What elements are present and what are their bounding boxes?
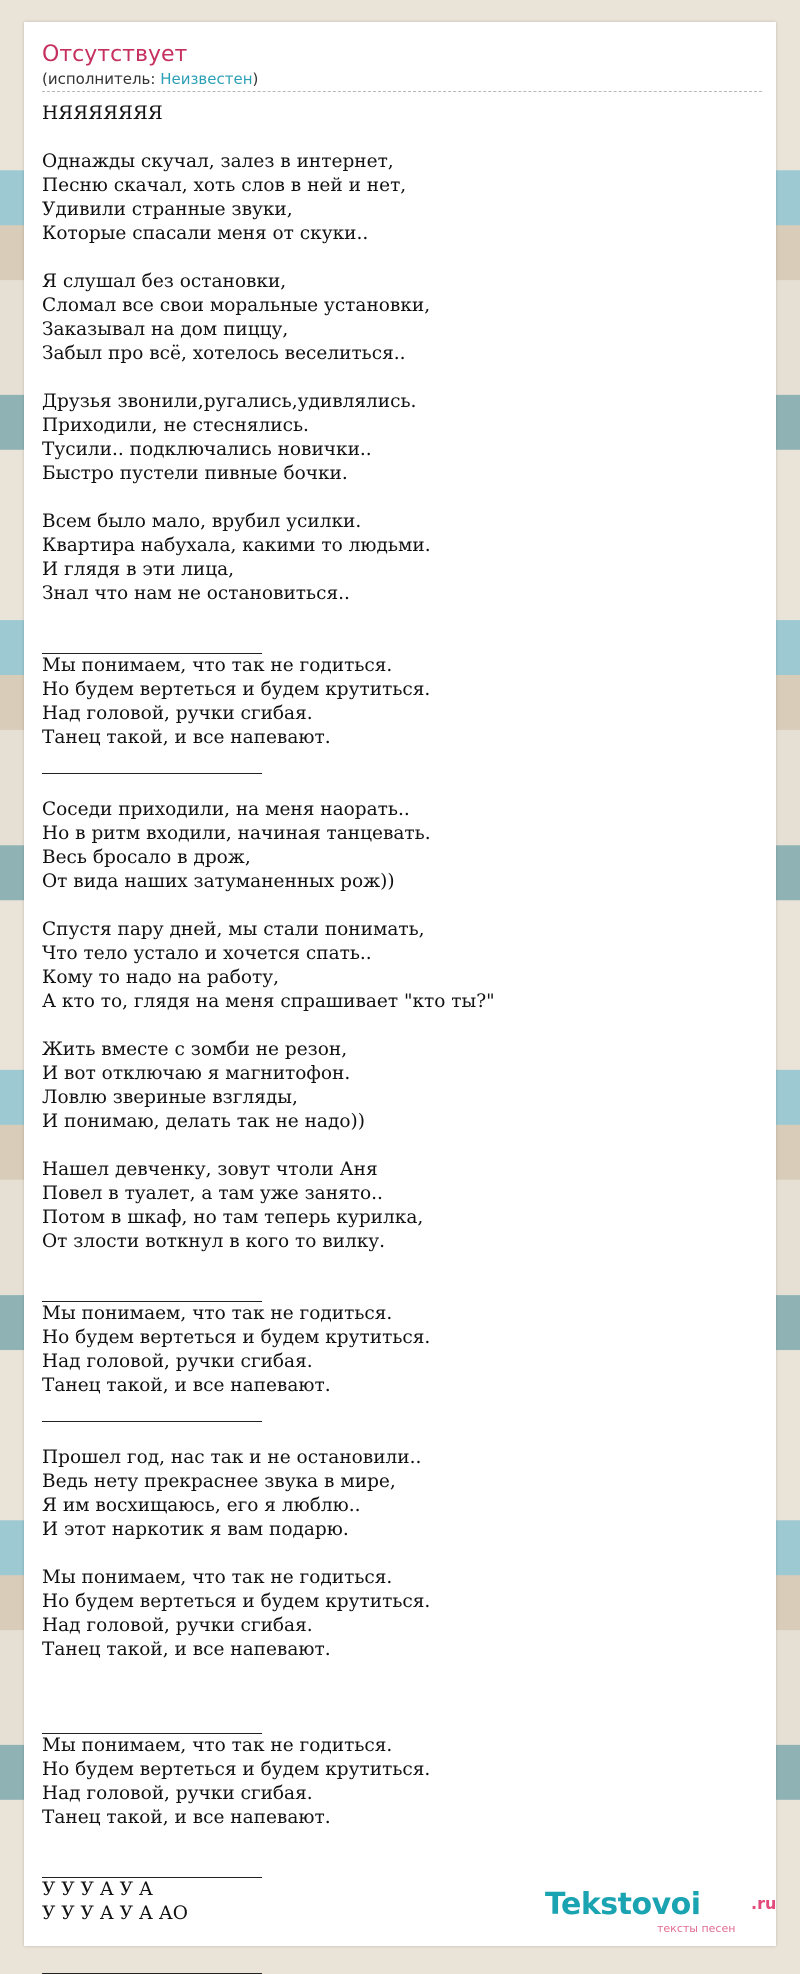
lyric-line: Ловлю звериные взгляды, bbox=[42, 1087, 298, 1108]
lyric-line: Однажды скучал, залез в интернет, bbox=[42, 151, 394, 172]
lyric-line: От вида наших затуманенных рож)) bbox=[42, 871, 395, 892]
lyric-line: Над головой, ручки сгибая. bbox=[42, 1351, 313, 1372]
stanza-gap bbox=[42, 366, 758, 390]
lyric-line: Мы понимаем, что так не годиться. bbox=[42, 1735, 393, 1756]
stanza-gap bbox=[42, 1830, 758, 1854]
logo-wordmark: Tekstovoi bbox=[545, 1887, 701, 1922]
lyric-line: У У У А У А АО bbox=[42, 1903, 188, 1924]
stanza-gap bbox=[42, 1686, 758, 1710]
stanza-gap bbox=[42, 486, 758, 510]
logo-domain: .ru bbox=[751, 1894, 777, 1913]
section-divider bbox=[42, 1854, 262, 1878]
lyric-line: И глядя в эти лица, bbox=[42, 559, 235, 580]
stanza-gap bbox=[42, 1014, 758, 1038]
lyric-line: Я слушал без остановки, bbox=[42, 271, 287, 292]
lyric-line: И этот наркотик я вам подарю. bbox=[42, 1519, 349, 1540]
section-divider bbox=[42, 630, 262, 654]
lyric-line: Весь бросало в дрож, bbox=[42, 847, 251, 868]
stanza-gap bbox=[42, 1422, 758, 1446]
lyric-line: Танец такой, и все напевают. bbox=[42, 1375, 331, 1396]
lyric-line: И вот отключаю я магнитофон. bbox=[42, 1063, 351, 1084]
lyrics-card bbox=[24, 22, 776, 1946]
lyric-line: Нашел девченку, зовут чтоли Аня bbox=[42, 1159, 378, 1180]
lyric-line: Мы понимаем, что так не годиться. bbox=[42, 655, 393, 676]
stanza-gap bbox=[42, 774, 758, 798]
lyric-line: Но будем вертеться и будем крутиться. bbox=[42, 1591, 431, 1612]
lyric-line: Прошел год, нас так и не остановили.. bbox=[42, 1447, 422, 1468]
artist-link[interactable]: Неизвестен bbox=[160, 70, 253, 88]
section-divider bbox=[42, 1398, 262, 1422]
lyric-line: Мы понимаем, что так не годиться. bbox=[42, 1303, 393, 1324]
lyric-line: Танец такой, и все напевают. bbox=[42, 1639, 331, 1660]
stanza-gap bbox=[42, 894, 758, 918]
stanza-gap bbox=[42, 1542, 758, 1566]
lyric-line: Быстро пустели пивные бочки. bbox=[42, 463, 348, 484]
artist-suffix: ) bbox=[252, 70, 259, 88]
lyric-line: Но будем вертеться и будем крутиться. bbox=[42, 1759, 431, 1780]
section-divider bbox=[42, 1950, 262, 1974]
lyric-line: НЯЯЯЯЯЯЯ bbox=[42, 103, 163, 124]
lyric-line: Но будем вертеться и будем крутиться. bbox=[42, 1327, 431, 1348]
lyric-line: А кто то, глядя на меня спрашивает "кто ты?" bbox=[42, 991, 495, 1012]
section-divider bbox=[42, 1710, 262, 1734]
lyrics-text bbox=[42, 102, 758, 1974]
lyric-line: Что тело устало и хочется спать.. bbox=[42, 943, 372, 964]
song-title: Отсутствует bbox=[42, 42, 188, 67]
lyric-line: Жить вместе с зомби не резон, bbox=[42, 1039, 348, 1060]
lyric-line: Спустя пару дней, мы стали понимать, bbox=[42, 919, 425, 940]
lyric-line: Соседи приходили, на меня наорать.. bbox=[42, 799, 410, 820]
lyric-line: Кому то надо на работу, bbox=[42, 967, 280, 988]
lyric-line: Мы понимаем, что так не годиться. bbox=[42, 1567, 393, 1588]
section-divider bbox=[42, 1278, 262, 1302]
logo-tagline: тексты песен bbox=[657, 1922, 736, 1935]
stanza-gap bbox=[42, 1254, 758, 1278]
lyric-line: Знал что нам не остановиться.. bbox=[42, 583, 350, 604]
lyric-line: Повел в туалет, а там уже занято.. bbox=[42, 1183, 383, 1204]
lyric-line: От злости воткнул в кого то вилку. bbox=[42, 1231, 386, 1252]
lyric-line: Сломал все свои моральные установки, bbox=[42, 295, 431, 316]
lyric-line: Над головой, ручки сгибая. bbox=[42, 1615, 313, 1636]
lyric-line: Я им восхищаюсь, его я люблю.. bbox=[42, 1495, 361, 1516]
stanza-gap bbox=[42, 126, 758, 150]
lyric-line: Ведь нету прекраснее звука в мире, bbox=[42, 1471, 396, 1492]
lyric-line: Потом в шкаф, но там теперь курилка, bbox=[42, 1207, 424, 1228]
lyric-line: Танец такой, и все напевают. bbox=[42, 1807, 331, 1828]
lyric-line: Над головой, ручки сгибая. bbox=[42, 1783, 313, 1804]
lyric-line: Над головой, ручки сгибая. bbox=[42, 703, 313, 724]
lyric-line: Которые спасали меня от скуки.. bbox=[42, 223, 369, 244]
stanza-gap bbox=[42, 606, 758, 630]
lyric-line: Заказывал на дом пиццу, bbox=[42, 319, 289, 340]
lyric-line: Квартира набухала, какими то людьми. bbox=[42, 535, 431, 556]
lyric-line: У У У А У А bbox=[42, 1879, 153, 1900]
lyric-line: Песню скачал, хоть слов в ней и нет, bbox=[42, 175, 407, 196]
stanza-gap bbox=[42, 246, 758, 270]
stanza-gap bbox=[42, 1134, 758, 1158]
stanza-gap bbox=[42, 1662, 758, 1686]
site-logo[interactable] bbox=[545, 1887, 777, 1936]
lyric-line: Друзья звонили,ругались,удивлялись. bbox=[42, 391, 417, 412]
lyric-line: Всем было мало, врубил усилки. bbox=[42, 511, 362, 532]
lyric-line: Тусили.. подключались новички.. bbox=[42, 439, 372, 460]
lyric-line: Забыл про всё, хотелось веселиться.. bbox=[42, 343, 406, 364]
lyric-line: Но в ритм входили, начиная танцевать. bbox=[42, 823, 431, 844]
section-divider bbox=[42, 750, 262, 774]
lyric-line: Но будем вертеться и будем крутиться. bbox=[42, 679, 431, 700]
lyric-line: Приходили, не стеснялись. bbox=[42, 415, 309, 436]
lyric-line: Танец такой, и все напевают. bbox=[42, 727, 331, 748]
artist-prefix: (исполнитель: bbox=[42, 70, 161, 88]
lyric-line: Удивили странные звуки, bbox=[42, 199, 293, 220]
artist-line bbox=[42, 70, 762, 92]
lyric-line: И понимаю, делать так не надо)) bbox=[42, 1111, 365, 1132]
